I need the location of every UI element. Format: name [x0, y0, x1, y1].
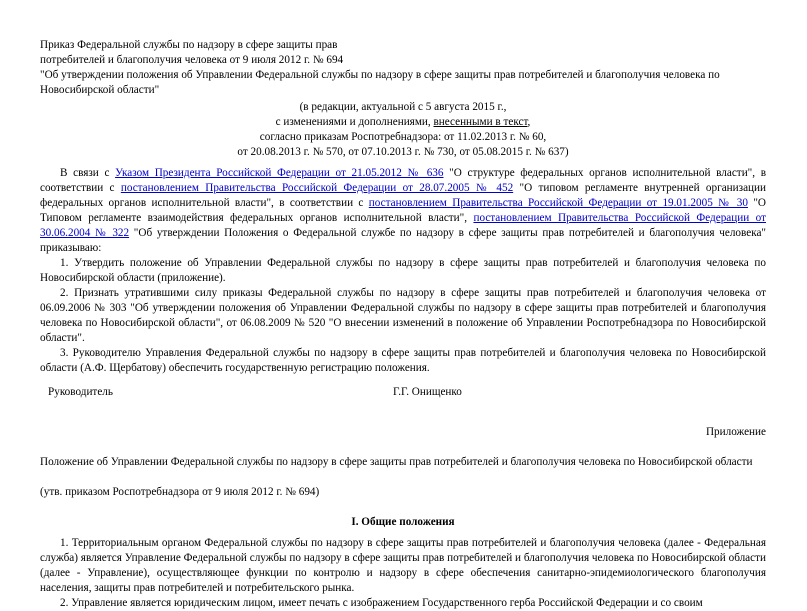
decree-636-link[interactable]: Указом Президента Российской Федерации от 21.05.2012 № 636 — [115, 167, 444, 179]
header-title: "Об утверждении положения об Управлении Федеральной службы по надзору в сфере защиты прав потребителей и благополучия человека по Новосибирской области" — [40, 69, 720, 96]
signature-name: Г.Г. Онищенко — [393, 386, 462, 398]
signature-role: Руководитель — [48, 386, 113, 398]
preamble-text-3: "О типовом регламенте внутренней организации федеральных органов исполнительной власти", в соответствии с — [40, 182, 766, 209]
preamble-paragraph — [40, 166, 766, 256]
edition-line-1: (в редакции, актуальной с 5 августа 2015 г., — [299, 101, 507, 113]
edition-comma: , — [527, 116, 531, 128]
preamble-text-1: В связи с — [60, 167, 116, 179]
document-page — [40, 38, 766, 611]
order-item-2: 2. Признать утратившими силу приказы Федеральной службы по надзору в сфере защиты прав потребителей и благополучия человека от 06.09.2006 № 303 "Об утверждении положения об Управлении Федеральной службы по надзору в сфере защиты прав потребителей и благополучия человека по Новосибирской области", от 06.08.2009 № 520 "О внесении изменений в положение об Управлении Роспотребнадзора по Новосибирской области". — [40, 287, 766, 344]
resolution-452-link[interactable]: постановлением Правительства Российской Федерации от 28.07.2005 № 452 — [120, 182, 514, 194]
edition-line-2 — [40, 115, 766, 130]
edition-text: с изменениями и дополнениями, — [275, 116, 434, 128]
appendix-title: Положение об Управлении Федеральной службы по надзору в сфере защиты прав потребителей и благополучия человека по Новосибирской области — [40, 456, 753, 468]
document-header — [40, 38, 766, 98]
resolution-30-link[interactable]: постановлением Правительства Российской Федерации от 19.01.2005 № 30 — [368, 197, 748, 209]
edition-amendments-link[interactable]: внесенными в текст — [433, 116, 528, 128]
header-line-1: Приказ Федеральной службы по надзору в сфере защиты прав — [40, 39, 338, 51]
edition-note — [40, 100, 766, 160]
preamble-text-4: "О Типовом регламенте взаимодействия федеральных органов исполнительной власти", — [40, 197, 767, 224]
header-line-2: потребителей и благополучия человека от 9 июля 2012 г. № 694 — [40, 54, 344, 66]
section-paragraph-2: 2. Управление является юридическим лицом, имеет печать с изображением Государственного герба Российской Федерации и со своим — [60, 597, 703, 609]
edition-line-4: от 20.08.2013 г. № 570, от 07.10.2013 г. № 730, от 05.08.2015 г. № 637) — [237, 146, 569, 158]
resolution-322-link[interactable]: постановлением Правительства Российской Федерации от 30.06.2004 № 322 — [40, 212, 766, 239]
edition-line-3: согласно приказам Роспотребнадзора: от 11.02.2013 г. № 60, — [259, 131, 547, 143]
section-paragraph-1: 1. Территориальным органом Федеральной службы по надзору в сфере защиты прав потребителей и благополучия человека (далее - Федеральная служба) является Управление Федеральной службы по надзору в сфере защиты прав потребителей и благополучия человека по Новосибирской области (далее - Управление), осуществляющее функции по контролю и надзору в сфере обеспечения санитарно-эпидемиологического благополучия населения, защиты прав потребителей и потребительского рынка. — [40, 537, 766, 594]
preamble-text-2: "О структуре федеральных органов исполнительной власти", в соответствии с — [40, 167, 766, 194]
order-item-3: 3. Руководителю Управления Федеральной службы по надзору в сфере защиты прав потребителей и благополучия человека по Новосибирской области (А.Ф. Щербатову) обеспечить государственную регистрацию положения. — [40, 347, 766, 374]
signature-block — [40, 385, 766, 400]
section-heading: I. Общие положения — [351, 516, 455, 528]
preamble-text-5: "Об утверждении Положения о Федеральной службе по надзору в сфере защиты прав потребителей и благополучия человека" приказываю: — [40, 227, 766, 254]
appendix-approved: (утв. приказом Роспотребнадзора от 9 июля 2012 г. № 694) — [40, 486, 320, 498]
appendix-label: Приложение — [705, 426, 766, 438]
order-item-1: 1. Утвердить положение об Управлении Федеральной службы по надзору в сфере защиты прав потребителей и благополучия человека по Новосибирской области (приложение). — [40, 257, 766, 284]
